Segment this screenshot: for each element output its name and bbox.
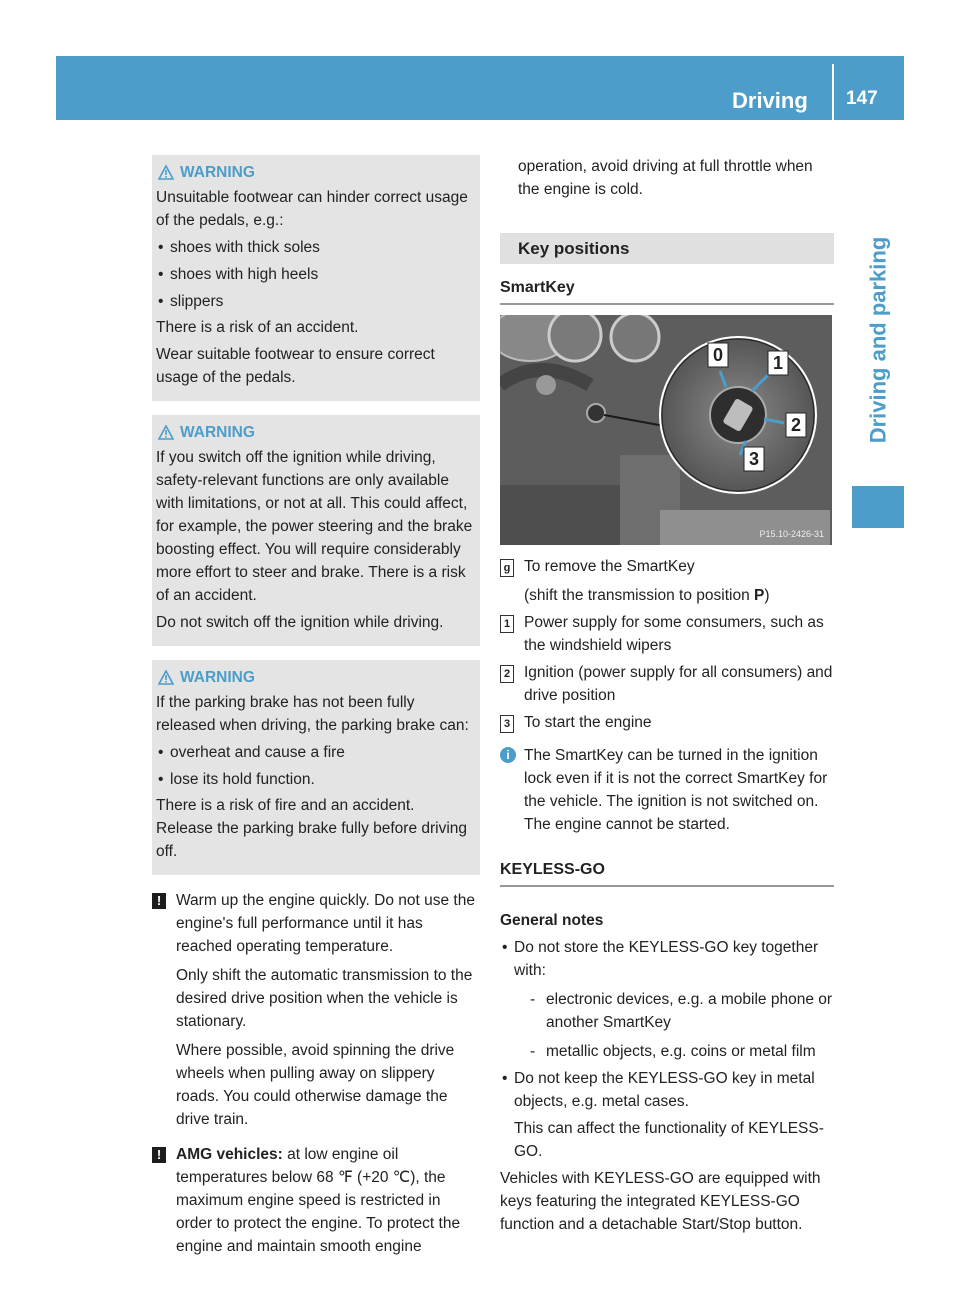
item-number: g bbox=[500, 559, 514, 577]
list-item: • shoes with high heels bbox=[156, 263, 474, 286]
warning-triangle-icon bbox=[158, 670, 174, 685]
list-item: g To remove the SmartKey bbox=[500, 555, 834, 578]
dash-item: - electronic devices, e.g. a mobile phone or another SmartKey bbox=[528, 988, 834, 1034]
warning-heading: WARNING bbox=[156, 421, 474, 444]
warning-heading: WARNING bbox=[156, 161, 474, 184]
list-item: • shoes with thick soles bbox=[156, 236, 474, 259]
figure-label-2: 2 bbox=[790, 415, 802, 435]
smartkey-figure bbox=[500, 315, 832, 545]
list-item: 1 Power supply for some consumers, such as the windshield wipers bbox=[500, 611, 834, 657]
note-amg: ! AMG vehicles: at low engine oil temperatures below 68 ℉ (+20 ℃), the maximum engine speed is restricted in order to protect the engine. To protect the engine and maintain smooth engine bbox=[152, 1143, 480, 1258]
figure-code: P15.10-2426-31 bbox=[759, 529, 824, 539]
figure-label-0: 0 bbox=[712, 345, 724, 365]
list-item: • Do not store the KEYLESS-GO key together with: bbox=[500, 936, 834, 982]
warning-triangle-icon bbox=[158, 165, 174, 180]
side-tab-label: Driving and parking bbox=[865, 236, 890, 444]
dash-item: - metallic objects, e.g. coins or metal film bbox=[528, 1040, 834, 1063]
continued-text: operation, avoid driving at full throttle when the engine is cold. bbox=[518, 158, 813, 198]
item-number: 3 bbox=[500, 715, 514, 733]
header-separator bbox=[832, 64, 834, 120]
note-text: Only shift the automatic transmission to the desired drive position when the vehicle is stationary. bbox=[176, 967, 473, 1030]
warning-text: If the parking brake has not been fully released when driving, the parking brake can: bbox=[156, 694, 469, 734]
warning-text: Unsuitable footwear can hinder correct usage of the pedals, e.g.: bbox=[156, 189, 468, 229]
list-item-detail: This can affect the functionality of KEYLESS-GO. bbox=[514, 1120, 824, 1160]
list-item: • lose its hold function. bbox=[156, 768, 474, 791]
figure-label-3: 3 bbox=[748, 449, 760, 469]
item-number: 2 bbox=[500, 665, 514, 683]
warning-advice: Do not switch off the ignition while driving. bbox=[156, 614, 444, 631]
ignition-lock-illustration bbox=[500, 315, 832, 545]
subheading-keyless-go: KEYLESS-GO bbox=[500, 858, 834, 887]
list-item: • slippers bbox=[156, 290, 474, 313]
warning-risk: There is a risk of an accident. bbox=[156, 319, 359, 336]
warning-advice: Wear suitable footwear to ensure correct usage of the pedals. bbox=[156, 346, 435, 386]
note-text: Where possible, avoid spinning the drive wheels when pulling away on slippery roads. You could otherwise damage the drive train. bbox=[176, 1042, 455, 1128]
warning-heading: WARNING bbox=[156, 666, 474, 689]
section-heading: Key positions bbox=[500, 233, 834, 264]
warning-triangle-icon bbox=[158, 425, 174, 440]
warning-box-footwear bbox=[152, 155, 480, 401]
note-warm-up: ! Warm up the engine quickly. Do not use the engine's full performance until it has reached operating temperature. bbox=[152, 889, 480, 958]
header-title: Driving bbox=[732, 88, 808, 113]
warning-advice: There is a risk of fire and an accident. Release the parking brake fully before driving off. bbox=[156, 797, 468, 860]
figure-label-1: 1 bbox=[772, 353, 784, 373]
general-notes-heading: General notes bbox=[500, 912, 604, 929]
list-item: 3 To start the engine bbox=[500, 711, 834, 734]
warning-text: If you switch off the ignition while driving, safety-relevant functions are only available with limitations, or not at all. This could affect, for example, the power steering and the brake boosting effect. You will require considerably more effort to steer and brake. There is a risk of an accident. bbox=[156, 449, 473, 604]
list-item: 2 Ignition (power supply for all consumers) and drive position bbox=[500, 661, 834, 707]
warning-box-ignition bbox=[152, 415, 480, 646]
item-number: 1 bbox=[500, 615, 514, 633]
info-icon: i bbox=[500, 747, 516, 763]
exclamation-icon: ! bbox=[152, 1147, 166, 1163]
list-item: • Do not keep the KEYLESS-GO key in metal objects, e.g. metal cases. bbox=[500, 1067, 834, 1113]
info-note: i The SmartKey can be turned in the ignition lock even if it is not the correct SmartKey for the vehicle. The ignition is not switched on. The engine cannot be started. bbox=[500, 744, 834, 836]
page-number: 147 bbox=[846, 88, 878, 109]
closing-text: Vehicles with KEYLESS-GO are equipped with keys featuring the integrated KEYLESS-GO function and a detachable Start/Stop button. bbox=[500, 1170, 821, 1233]
side-tab bbox=[852, 160, 904, 520]
list-item-detail: (shift the transmission to position P) bbox=[524, 587, 770, 604]
warning-box-parking-brake bbox=[152, 660, 480, 875]
exclamation-icon: ! bbox=[152, 893, 166, 909]
right-column bbox=[500, 155, 834, 1236]
list-item: • overheat and cause a fire bbox=[156, 741, 474, 764]
left-column bbox=[152, 155, 480, 1262]
subheading-smartkey: SmartKey bbox=[500, 276, 834, 305]
side-tab-marker bbox=[852, 486, 904, 528]
